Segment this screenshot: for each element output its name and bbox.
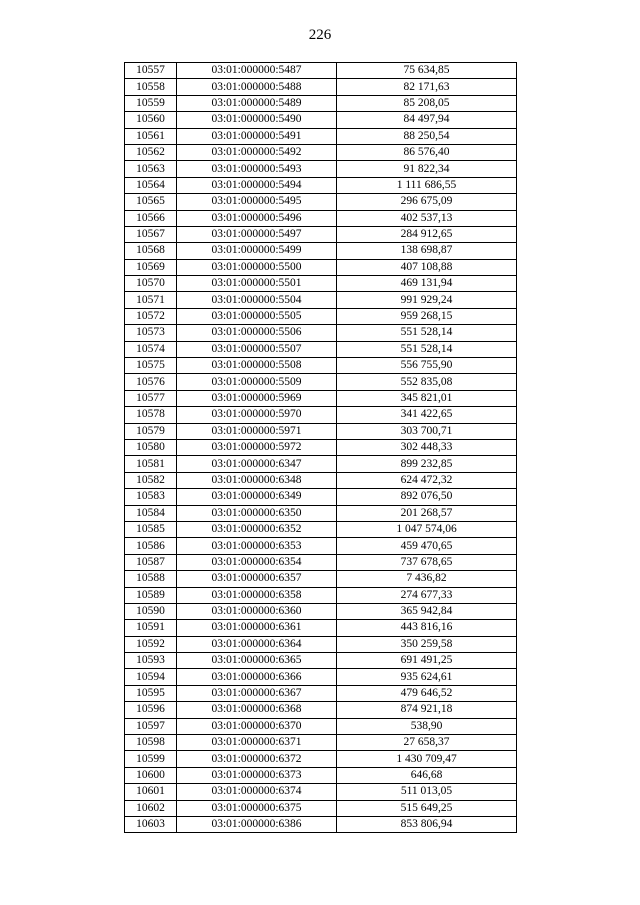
table-row xyxy=(125,194,517,210)
row-number-cell: 10580 xyxy=(125,439,177,455)
row-number-cell: 10601 xyxy=(125,784,177,800)
table-row xyxy=(125,538,517,554)
cadastral-value-cell: 84 497,94 xyxy=(337,112,517,128)
cadastral-number-cell: 03:01:000000:6348 xyxy=(177,472,337,488)
cadastral-value-cell: 138 698,87 xyxy=(337,243,517,259)
cadastral-value-cell: 646,68 xyxy=(337,767,517,783)
cadastral-value-cell: 85 208,05 xyxy=(337,95,517,111)
cadastral-value-cell: 284 912,65 xyxy=(337,226,517,242)
row-number-cell: 10570 xyxy=(125,276,177,292)
table-row xyxy=(125,816,517,832)
cadastral-number-cell: 03:01:000000:6361 xyxy=(177,620,337,636)
table-row xyxy=(125,489,517,505)
cadastral-value-cell: 556 755,90 xyxy=(337,358,517,374)
cadastral-number-cell: 03:01:000000:6366 xyxy=(177,669,337,685)
table-row xyxy=(125,308,517,324)
cadastral-number-cell: 03:01:000000:5496 xyxy=(177,210,337,226)
cadastral-number-cell: 03:01:000000:5493 xyxy=(177,161,337,177)
cadastral-number-cell: 03:01:000000:5509 xyxy=(177,374,337,390)
cadastral-number-cell: 03:01:000000:6374 xyxy=(177,784,337,800)
row-number-cell: 10595 xyxy=(125,685,177,701)
cadastral-value-cell: 402 537,13 xyxy=(337,210,517,226)
table-row xyxy=(125,505,517,521)
cadastral-value-cell: 991 929,24 xyxy=(337,292,517,308)
row-number-cell: 10581 xyxy=(125,456,177,472)
row-number-cell: 10557 xyxy=(125,63,177,79)
cadastral-number-cell: 03:01:000000:6368 xyxy=(177,702,337,718)
cadastral-number-cell: 03:01:000000:6360 xyxy=(177,603,337,619)
cadastral-value-cell: 899 232,85 xyxy=(337,456,517,472)
cadastral-value-cell: 303 700,71 xyxy=(337,423,517,439)
table-row xyxy=(125,587,517,603)
row-number-cell: 10579 xyxy=(125,423,177,439)
row-number-cell: 10585 xyxy=(125,521,177,537)
cadastral-value-cell: 407 108,88 xyxy=(337,259,517,275)
cadastral-value-cell: 1 430 709,47 xyxy=(337,751,517,767)
row-number-cell: 10589 xyxy=(125,587,177,603)
row-number-cell: 10565 xyxy=(125,194,177,210)
row-number-cell: 10599 xyxy=(125,751,177,767)
cadastral-number-cell: 03:01:000000:6353 xyxy=(177,538,337,554)
cadastral-value-cell: 443 816,16 xyxy=(337,620,517,636)
cadastral-value-cell: 365 942,84 xyxy=(337,603,517,619)
cadastral-value-cell: 469 131,94 xyxy=(337,276,517,292)
cadastral-value-cell: 350 259,58 xyxy=(337,636,517,652)
cadastral-number-cell: 03:01:000000:5972 xyxy=(177,439,337,455)
table-row xyxy=(125,128,517,144)
table-row xyxy=(125,390,517,406)
cadastral-value-cell: 515 649,25 xyxy=(337,800,517,816)
table-row xyxy=(125,554,517,570)
cadastral-value-cell: 27 658,37 xyxy=(337,735,517,751)
cadastral-number-cell: 03:01:000000:5495 xyxy=(177,194,337,210)
table-row xyxy=(125,685,517,701)
cadastral-number-cell: 03:01:000000:5508 xyxy=(177,358,337,374)
row-number-cell: 10582 xyxy=(125,472,177,488)
table-row xyxy=(125,735,517,751)
cadastral-value-cell: 511 013,05 xyxy=(337,784,517,800)
table-row xyxy=(125,636,517,652)
cadastral-value-cell: 1 047 574,06 xyxy=(337,521,517,537)
row-number-cell: 10572 xyxy=(125,308,177,324)
row-number-cell: 10558 xyxy=(125,79,177,95)
cadastral-number-cell: 03:01:000000:5488 xyxy=(177,79,337,95)
cadastral-number-cell: 03:01:000000:6352 xyxy=(177,521,337,537)
row-number-cell: 10575 xyxy=(125,358,177,374)
table-row xyxy=(125,767,517,783)
cadastral-value-cell: 91 822,34 xyxy=(337,161,517,177)
cadastral-number-cell: 03:01:000000:5969 xyxy=(177,390,337,406)
table-row xyxy=(125,226,517,242)
cadastral-number-cell: 03:01:000000:5489 xyxy=(177,95,337,111)
row-number-cell: 10603 xyxy=(125,816,177,832)
cadastral-value-cell: 552 835,08 xyxy=(337,374,517,390)
table-row xyxy=(125,144,517,160)
cadastral-value-cell: 551 528,14 xyxy=(337,341,517,357)
cadastral-number-cell: 03:01:000000:6358 xyxy=(177,587,337,603)
table-row xyxy=(125,177,517,193)
table-row xyxy=(125,358,517,374)
row-number-cell: 10592 xyxy=(125,636,177,652)
cadastral-value-cell: 959 268,15 xyxy=(337,308,517,324)
cadastral-number-cell: 03:01:000000:6364 xyxy=(177,636,337,652)
cadastral-value-cell: 551 528,14 xyxy=(337,325,517,341)
row-number-cell: 10571 xyxy=(125,292,177,308)
row-number-cell: 10564 xyxy=(125,177,177,193)
row-number-cell: 10567 xyxy=(125,226,177,242)
cadastral-number-cell: 03:01:000000:6371 xyxy=(177,735,337,751)
row-number-cell: 10587 xyxy=(125,554,177,570)
row-number-cell: 10559 xyxy=(125,95,177,111)
cadastral-number-cell: 03:01:000000:6370 xyxy=(177,718,337,734)
cadastral-value-cell: 1 111 686,55 xyxy=(337,177,517,193)
row-number-cell: 10569 xyxy=(125,259,177,275)
table-row xyxy=(125,292,517,308)
row-number-cell: 10588 xyxy=(125,571,177,587)
page-number: 226 xyxy=(308,27,332,43)
table-row xyxy=(125,423,517,439)
table-row xyxy=(125,702,517,718)
row-number-cell: 10566 xyxy=(125,210,177,226)
table-row xyxy=(125,653,517,669)
cadastral-value-cell: 459 470,65 xyxy=(337,538,517,554)
row-number-cell: 10562 xyxy=(125,144,177,160)
table-row xyxy=(125,603,517,619)
cadastral-value-cell: 892 076,50 xyxy=(337,489,517,505)
row-number-cell: 10597 xyxy=(125,718,177,734)
row-number-cell: 10598 xyxy=(125,735,177,751)
row-number-cell: 10600 xyxy=(125,767,177,783)
cadastral-value-cell: 935 624,61 xyxy=(337,669,517,685)
cadastral-number-cell: 03:01:000000:5507 xyxy=(177,341,337,357)
table-row xyxy=(125,243,517,259)
cadastral-value-cell: 302 448,33 xyxy=(337,439,517,455)
cadastral-value-table xyxy=(124,62,517,833)
row-number-cell: 10593 xyxy=(125,653,177,669)
table-row xyxy=(125,259,517,275)
cadastral-number-cell: 03:01:000000:6373 xyxy=(177,767,337,783)
table-row xyxy=(125,571,517,587)
cadastral-value-cell: 624 472,32 xyxy=(337,472,517,488)
table-row xyxy=(125,620,517,636)
row-number-cell: 10561 xyxy=(125,128,177,144)
cadastral-number-cell: 03:01:000000:5491 xyxy=(177,128,337,144)
table-row xyxy=(125,95,517,111)
cadastral-value-cell: 7 436,82 xyxy=(337,571,517,587)
cadastral-value-cell: 691 491,25 xyxy=(337,653,517,669)
cadastral-number-cell: 03:01:000000:5499 xyxy=(177,243,337,259)
cadastral-number-cell: 03:01:000000:5487 xyxy=(177,63,337,79)
table-row xyxy=(125,210,517,226)
cadastral-value-cell: 874 921,18 xyxy=(337,702,517,718)
cadastral-number-cell: 03:01:000000:5497 xyxy=(177,226,337,242)
table-row xyxy=(125,374,517,390)
row-number-cell: 10568 xyxy=(125,243,177,259)
cadastral-number-cell: 03:01:000000:6349 xyxy=(177,489,337,505)
cadastral-number-cell: 03:01:000000:6386 xyxy=(177,816,337,832)
cadastral-value-cell: 201 268,57 xyxy=(337,505,517,521)
table-row xyxy=(125,407,517,423)
table-row xyxy=(125,456,517,472)
table-row xyxy=(125,472,517,488)
cadastral-number-cell: 03:01:000000:5490 xyxy=(177,112,337,128)
row-number-cell: 10583 xyxy=(125,489,177,505)
cadastral-number-cell: 03:01:000000:6375 xyxy=(177,800,337,816)
cadastral-value-cell: 853 806,94 xyxy=(337,816,517,832)
cadastral-value-cell: 538,90 xyxy=(337,718,517,734)
cadastral-number-cell: 03:01:000000:5506 xyxy=(177,325,337,341)
row-number-cell: 10578 xyxy=(125,407,177,423)
row-number-cell: 10590 xyxy=(125,603,177,619)
cadastral-value-cell: 479 646,52 xyxy=(337,685,517,701)
table-row xyxy=(125,63,517,79)
cadastral-number-cell: 03:01:000000:5504 xyxy=(177,292,337,308)
cadastral-number-cell: 03:01:000000:5500 xyxy=(177,259,337,275)
row-number-cell: 10563 xyxy=(125,161,177,177)
table-row xyxy=(125,521,517,537)
cadastral-number-cell: 03:01:000000:6372 xyxy=(177,751,337,767)
table-row xyxy=(125,325,517,341)
cadastral-value-cell: 737 678,65 xyxy=(337,554,517,570)
cadastral-number-cell: 03:01:000000:5971 xyxy=(177,423,337,439)
cadastral-number-cell: 03:01:000000:6347 xyxy=(177,456,337,472)
cadastral-number-cell: 03:01:000000:6350 xyxy=(177,505,337,521)
cadastral-number-cell: 03:01:000000:6354 xyxy=(177,554,337,570)
cadastral-value-cell: 82 171,63 xyxy=(337,79,517,95)
table-row xyxy=(125,161,517,177)
table-row xyxy=(125,751,517,767)
row-number-cell: 10591 xyxy=(125,620,177,636)
table-row xyxy=(125,112,517,128)
cadastral-number-cell: 03:01:000000:5505 xyxy=(177,308,337,324)
row-number-cell: 10596 xyxy=(125,702,177,718)
row-number-cell: 10574 xyxy=(125,341,177,357)
cadastral-number-cell: 03:01:000000:6365 xyxy=(177,653,337,669)
row-number-cell: 10586 xyxy=(125,538,177,554)
table-row xyxy=(125,276,517,292)
table-row xyxy=(125,718,517,734)
cadastral-number-cell: 03:01:000000:6367 xyxy=(177,685,337,701)
cadastral-number-cell: 03:01:000000:5970 xyxy=(177,407,337,423)
table-row xyxy=(125,79,517,95)
cadastral-value-cell: 88 250,54 xyxy=(337,128,517,144)
cadastral-number-cell: 03:01:000000:6357 xyxy=(177,571,337,587)
cadastral-value-cell: 86 576,40 xyxy=(337,144,517,160)
cadastral-value-cell: 345 821,01 xyxy=(337,390,517,406)
table-row xyxy=(125,784,517,800)
row-number-cell: 10576 xyxy=(125,374,177,390)
row-number-cell: 10573 xyxy=(125,325,177,341)
cadastral-value-cell: 341 422,65 xyxy=(337,407,517,423)
table-row xyxy=(125,439,517,455)
cadastral-value-cell: 296 675,09 xyxy=(337,194,517,210)
table-row xyxy=(125,669,517,685)
table-row xyxy=(125,800,517,816)
cadastral-number-cell: 03:01:000000:5492 xyxy=(177,144,337,160)
row-number-cell: 10594 xyxy=(125,669,177,685)
cadastral-value-cell: 274 677,33 xyxy=(337,587,517,603)
table-body xyxy=(125,63,517,833)
cadastral-number-cell: 03:01:000000:5501 xyxy=(177,276,337,292)
cadastral-number-cell: 03:01:000000:5494 xyxy=(177,177,337,193)
row-number-cell: 10577 xyxy=(125,390,177,406)
row-number-cell: 10602 xyxy=(125,800,177,816)
cadastral-value-cell: 75 634,85 xyxy=(337,63,517,79)
row-number-cell: 10584 xyxy=(125,505,177,521)
table-row xyxy=(125,341,517,357)
row-number-cell: 10560 xyxy=(125,112,177,128)
